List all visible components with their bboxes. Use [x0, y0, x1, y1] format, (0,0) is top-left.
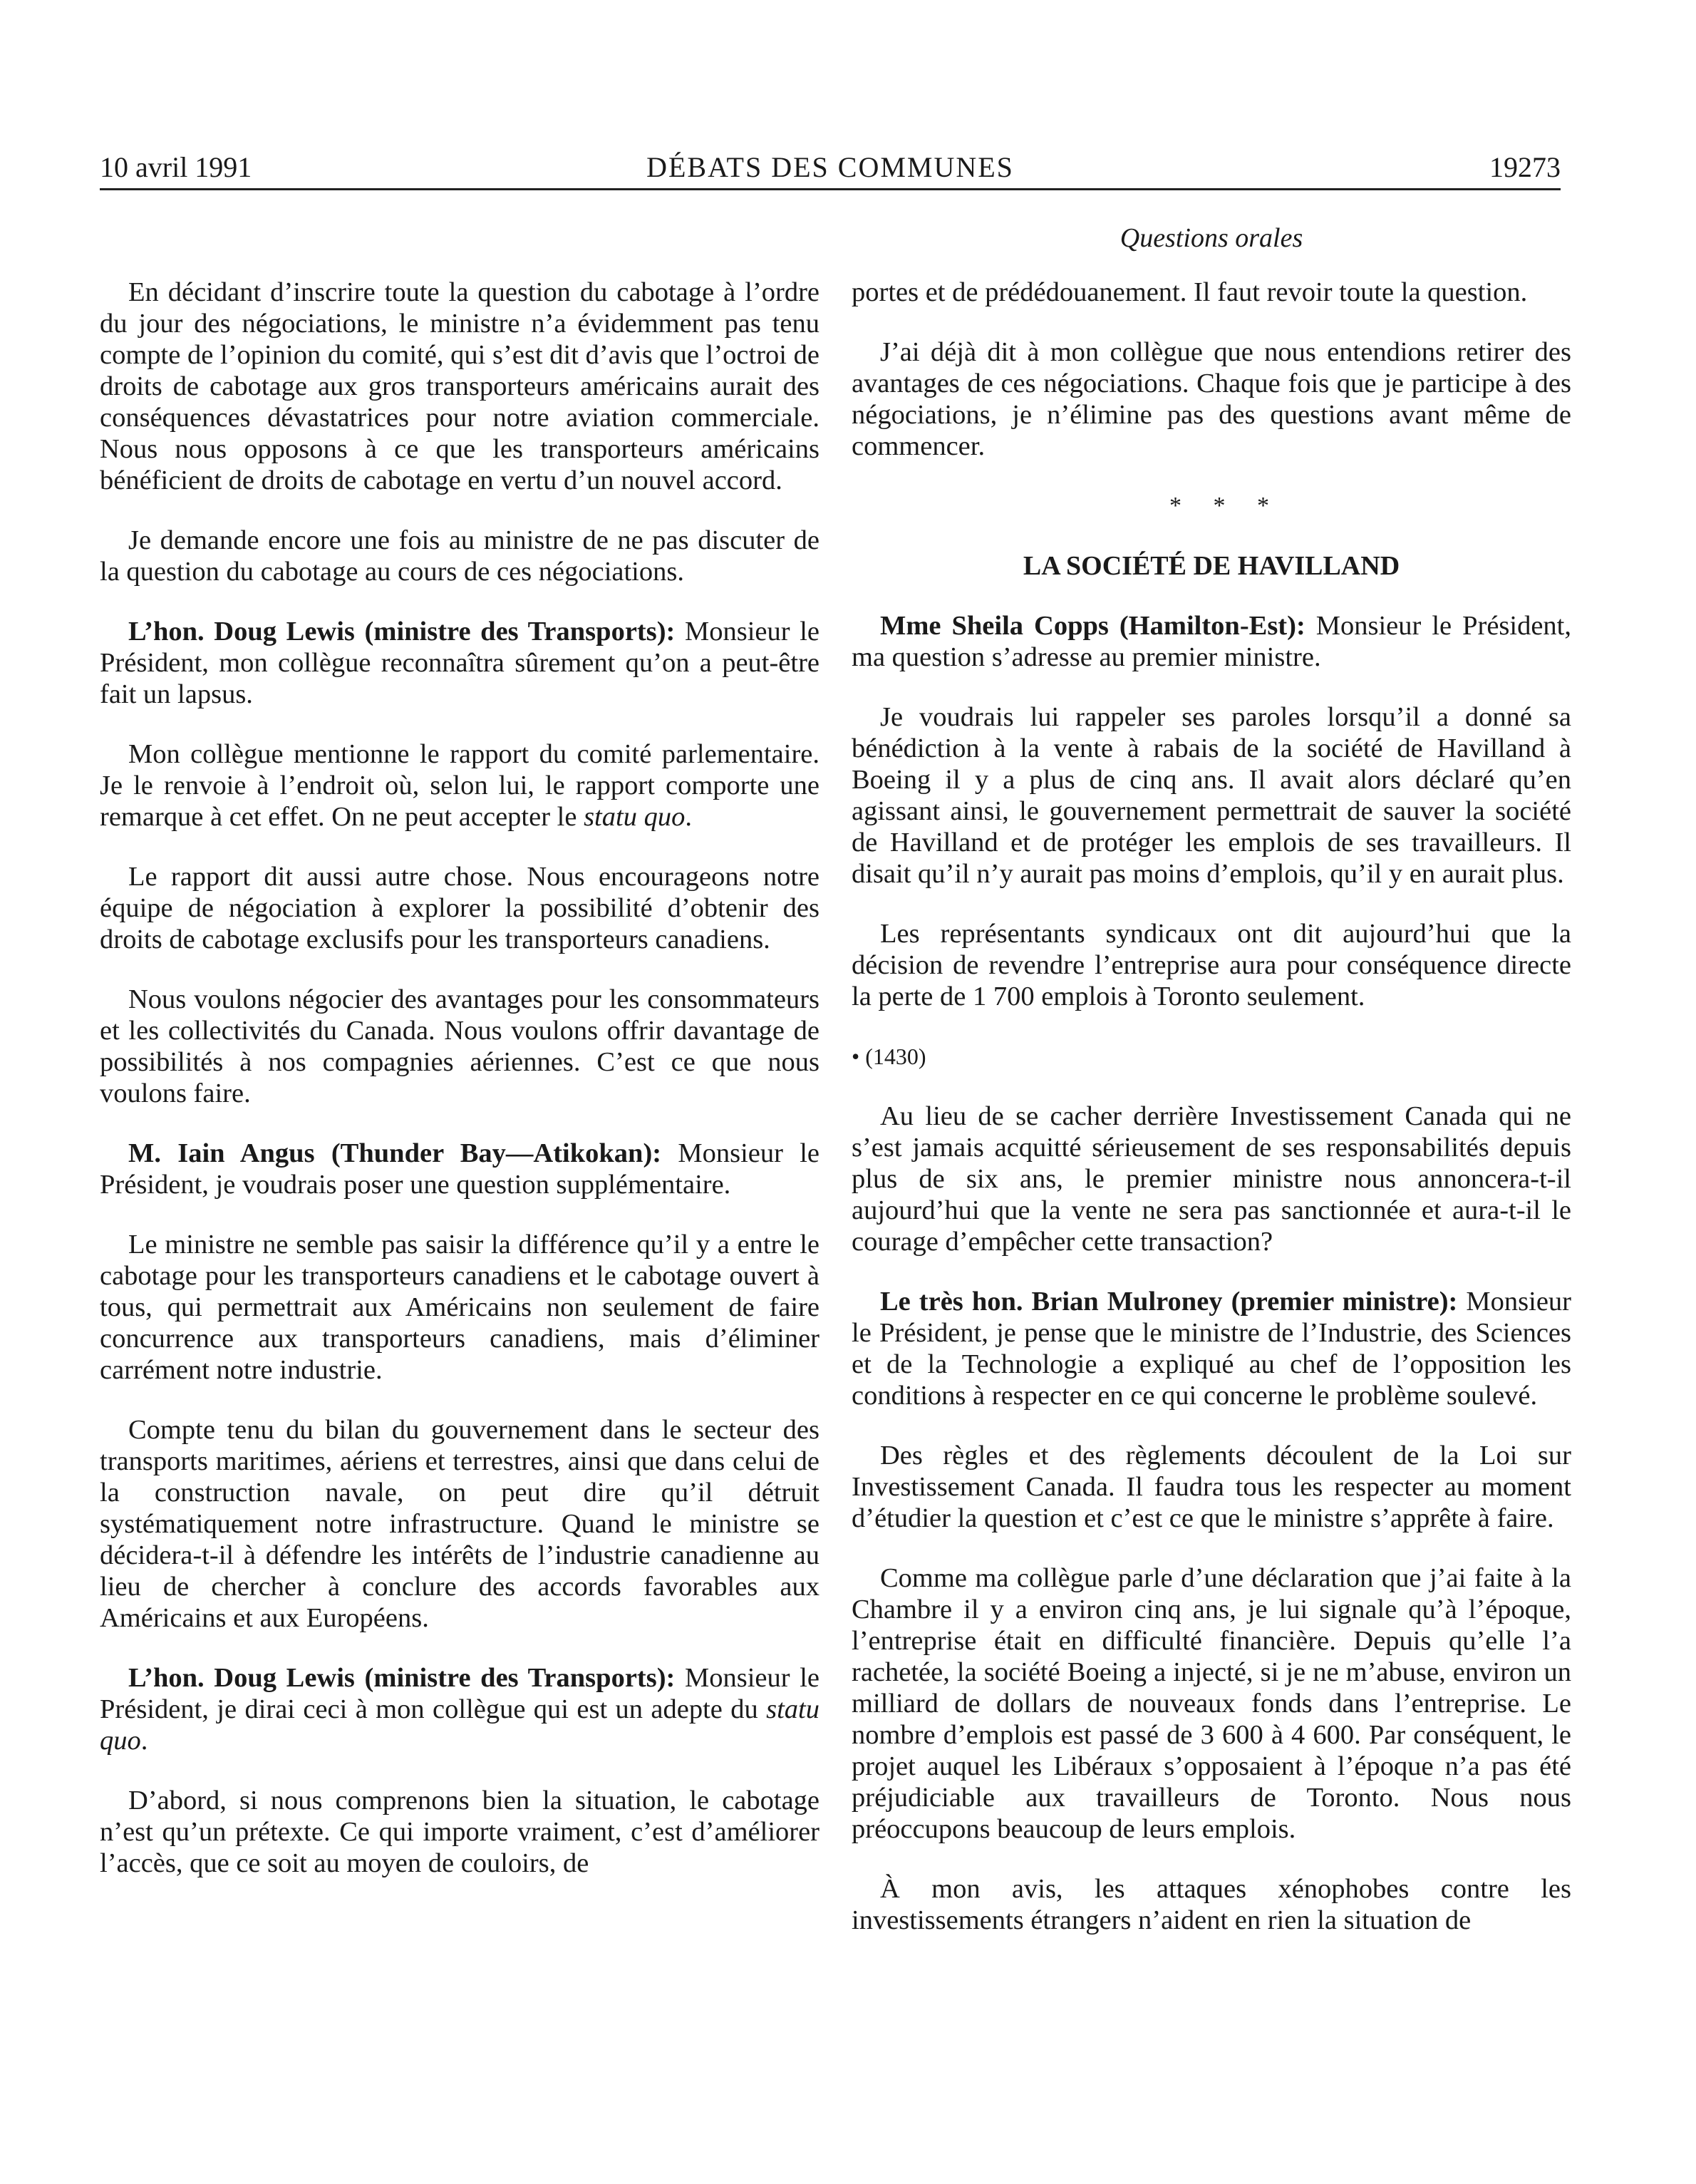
speech-text: Monsieur le Président, je pense que le ministre de l’Industrie, des Sciences et de la Technologie a expliqué au chef de l’opposition les conditions à respecter en ce qui concerne le problème soulevé.: [852, 1287, 1571, 1411]
italic-term: statu quo: [584, 802, 686, 832]
right-column: [852, 277, 1571, 1964]
speaker-name: Mme Sheila Copps (Hamilton-Est):: [880, 611, 1305, 641]
paragraph: Compte tenu du bilan du gouvernement dans le secteur des transports maritimes, aériens et terrestres, ainsi que dans celui de la construction navale, on peut dire qu’il détruit systématiquement notre infrastructure. Quand le ministre se décidera-t-il à défendre les intérêts de l’industrie canadienne au lieu de chercher à conclure des accords favorables aux Américains et aux Européens.: [100, 1415, 819, 1633]
speaker-name: Le très hon. Brian Mulroney (premier ministre):: [880, 1287, 1458, 1317]
paragraph: Des règles et des règlements découlent de la Loi sur Investissement Canada. Il faudra tous les respecter au moment d’étudier la question et c’est ce que le ministre s’apprête à faire.: [852, 1441, 1571, 1533]
paragraph: J’ai déjà dit à mon collègue que nous entendions retirer des avantages de ces négociations. Chaque fois que je participe à des négociations, je n’élimine pas des questions avant même de commencer.: [852, 337, 1571, 461]
paragraph: Je demande encore une fois au ministre de ne pas discuter de la question du cabotage au cours de ces négociations.: [100, 525, 819, 587]
paragraph: [100, 1662, 819, 1756]
italic-term: statu quo: [100, 1694, 819, 1756]
paragraph: [852, 610, 1571, 673]
speech-text: Monsieur le Président, je voudrais poser une question supplémentaire.: [100, 1138, 819, 1200]
paragraph: [100, 1138, 819, 1200]
speech-text: .: [685, 802, 692, 832]
section-heading: LA SOCIÉTÉ DE HAVILLAND: [1023, 551, 1400, 581]
speech-text: Mon collègue mentionne le rapport du comité parlementaire. Je le renvoie à l’endroit où, selon lui, le rapport comporte une remarque à cet effet. On ne peut accepter le: [100, 739, 819, 832]
header-date: 10 avril 1991: [100, 151, 252, 183]
paragraph: À mon avis, les attaques xénophobes contre les investissements étrangers n’aident en rien la situation de: [852, 1874, 1571, 1935]
paragraph: Comme ma collègue parle d’une déclaration que j’ai faite à la Chambre il y a environ cinq ans, je lui signale qu’à l’époque, l’entreprise était en difficulté financière. Depuis qu’elle l’a rachetée, la société Boeing a injecté, si je ne m’abuse, environ un milliard de dollars de nouveaux fonds dans l’entreprise. Le nombre d’emplois est passé de 3 600 à 4 600. Par conséquent, le projet auquel les Libéraux s’opposaient à l’époque n’a pas été préjudiciable aux travailleurs de Toronto. Nous nous préoccupons beaucoup de leurs emplois.: [852, 1563, 1571, 1844]
page-header: [100, 143, 1561, 190]
speech-text: .: [140, 1726, 148, 1756]
paragraph: Le rapport dit aussi autre chose. Nous encourageons notre équipe de négociation à explorer la possibilité d’obtenir des droits de cabotage exclusifs pour les transporteurs canadiens.: [100, 862, 819, 954]
paragraph: Je voudrais lui rappeler ses paroles lorsqu’il a donné sa bénédiction à la vente à rabais de la société de Havilland à Boeing il y a plus de cinq ans. Il avait alors déclaré qu’en agissant ainsi, le gouvernement permettrait de sauver la société de Havilland et de protéger les emplois de ses travailleurs. Il disait qu’il n’y aurait pas moins d’emplois, qu’il y en aurait plus.: [852, 702, 1571, 889]
speech-text: Monsieur le Président, je dirai ceci à mon collègue qui est un adepte du: [100, 1663, 819, 1724]
paragraph: D’abord, si nous comprenons bien la situation, le cabotage n’est qu’un prétexte. Ce qui importe vraiment, c’est d’améliorer l’accès, que ce soit au moyen de couloirs, de: [100, 1786, 819, 1878]
paragraph: En décidant d’inscrire toute la question du cabotage à l’ordre du jour des négociations, le ministre n’a évidemment pas tenu compte de l’opinion du comité, qui s’est dit d’avis que l’octroi de droits de cabotage aux gros transporteurs américains aurait des conséquences dévastatrices pour notre aviation commerciale. Nous nous opposons à ce que les transporteurs américains bénéficient de droits de cabotage en vertu d’un nouvel accord.: [100, 277, 819, 495]
section-separator: * * *: [1169, 493, 1282, 519]
paragraph: portes et de prédédouanement. Il faut revoir toute la question.: [852, 277, 1528, 307]
paragraph: Au lieu de se cacher derrière Investissement Canada qui ne s’est jamais acquitté sérieusement de ses responsabilités depuis plus de six ans, le premier ministre nous annoncera-t-il aujourd’hui que la vente ne sera pas sanctionnée et aura-t-il le courage d’empêcher cette transaction?: [852, 1101, 1571, 1257]
header-title: DÉBATS DES COMMUNES: [646, 151, 1014, 183]
speech-text: Monsieur le Président, mon collègue reconnaîtra sûrement qu’on a peut-être fait un lapsus.: [100, 617, 819, 709]
left-column: [100, 277, 819, 1907]
timestamp: • (1430): [852, 1044, 926, 1069]
speech-text: Monsieur le Président, ma question s’adresse au premier ministre.: [852, 611, 1571, 672]
paragraph: [852, 1286, 1571, 1411]
paragraph: [100, 738, 819, 833]
header-page-number: 19273: [1489, 151, 1561, 183]
speaker-name: M. Iain Angus (Thunder Bay—Atikokan):: [128, 1138, 662, 1168]
paragraph: Nous voulons négocier des avantages pour les consommateurs et les collectivités du Canada. Nous voulons offrir davantage de possibilités à nos compagnies aériennes. C’est ce que nous voulons faire.: [100, 984, 819, 1108]
paragraph: Les représentants syndicaux ont dit aujourd’hui que la décision de revendre l’entreprise aura pour conséquence directe la perte de 1 700 emplois à Toronto seulement.: [852, 919, 1571, 1011]
section-label: Questions orales: [1120, 223, 1303, 253]
paragraph: Le ministre ne semble pas saisir la différence qu’il y a entre le cabotage pour les transporteurs canadiens et le cabotage ouvert à tous, qui permettrait aux Américains non seulement de faire concurrence aux transporteurs canadiens, mais d’éliminer carrément notre industrie.: [100, 1230, 819, 1385]
paragraph: [100, 616, 819, 710]
speaker-name: L’hon. Doug Lewis (ministre des Transports):: [128, 1663, 676, 1693]
speaker-name: L’hon. Doug Lewis (ministre des Transports):: [128, 617, 676, 647]
